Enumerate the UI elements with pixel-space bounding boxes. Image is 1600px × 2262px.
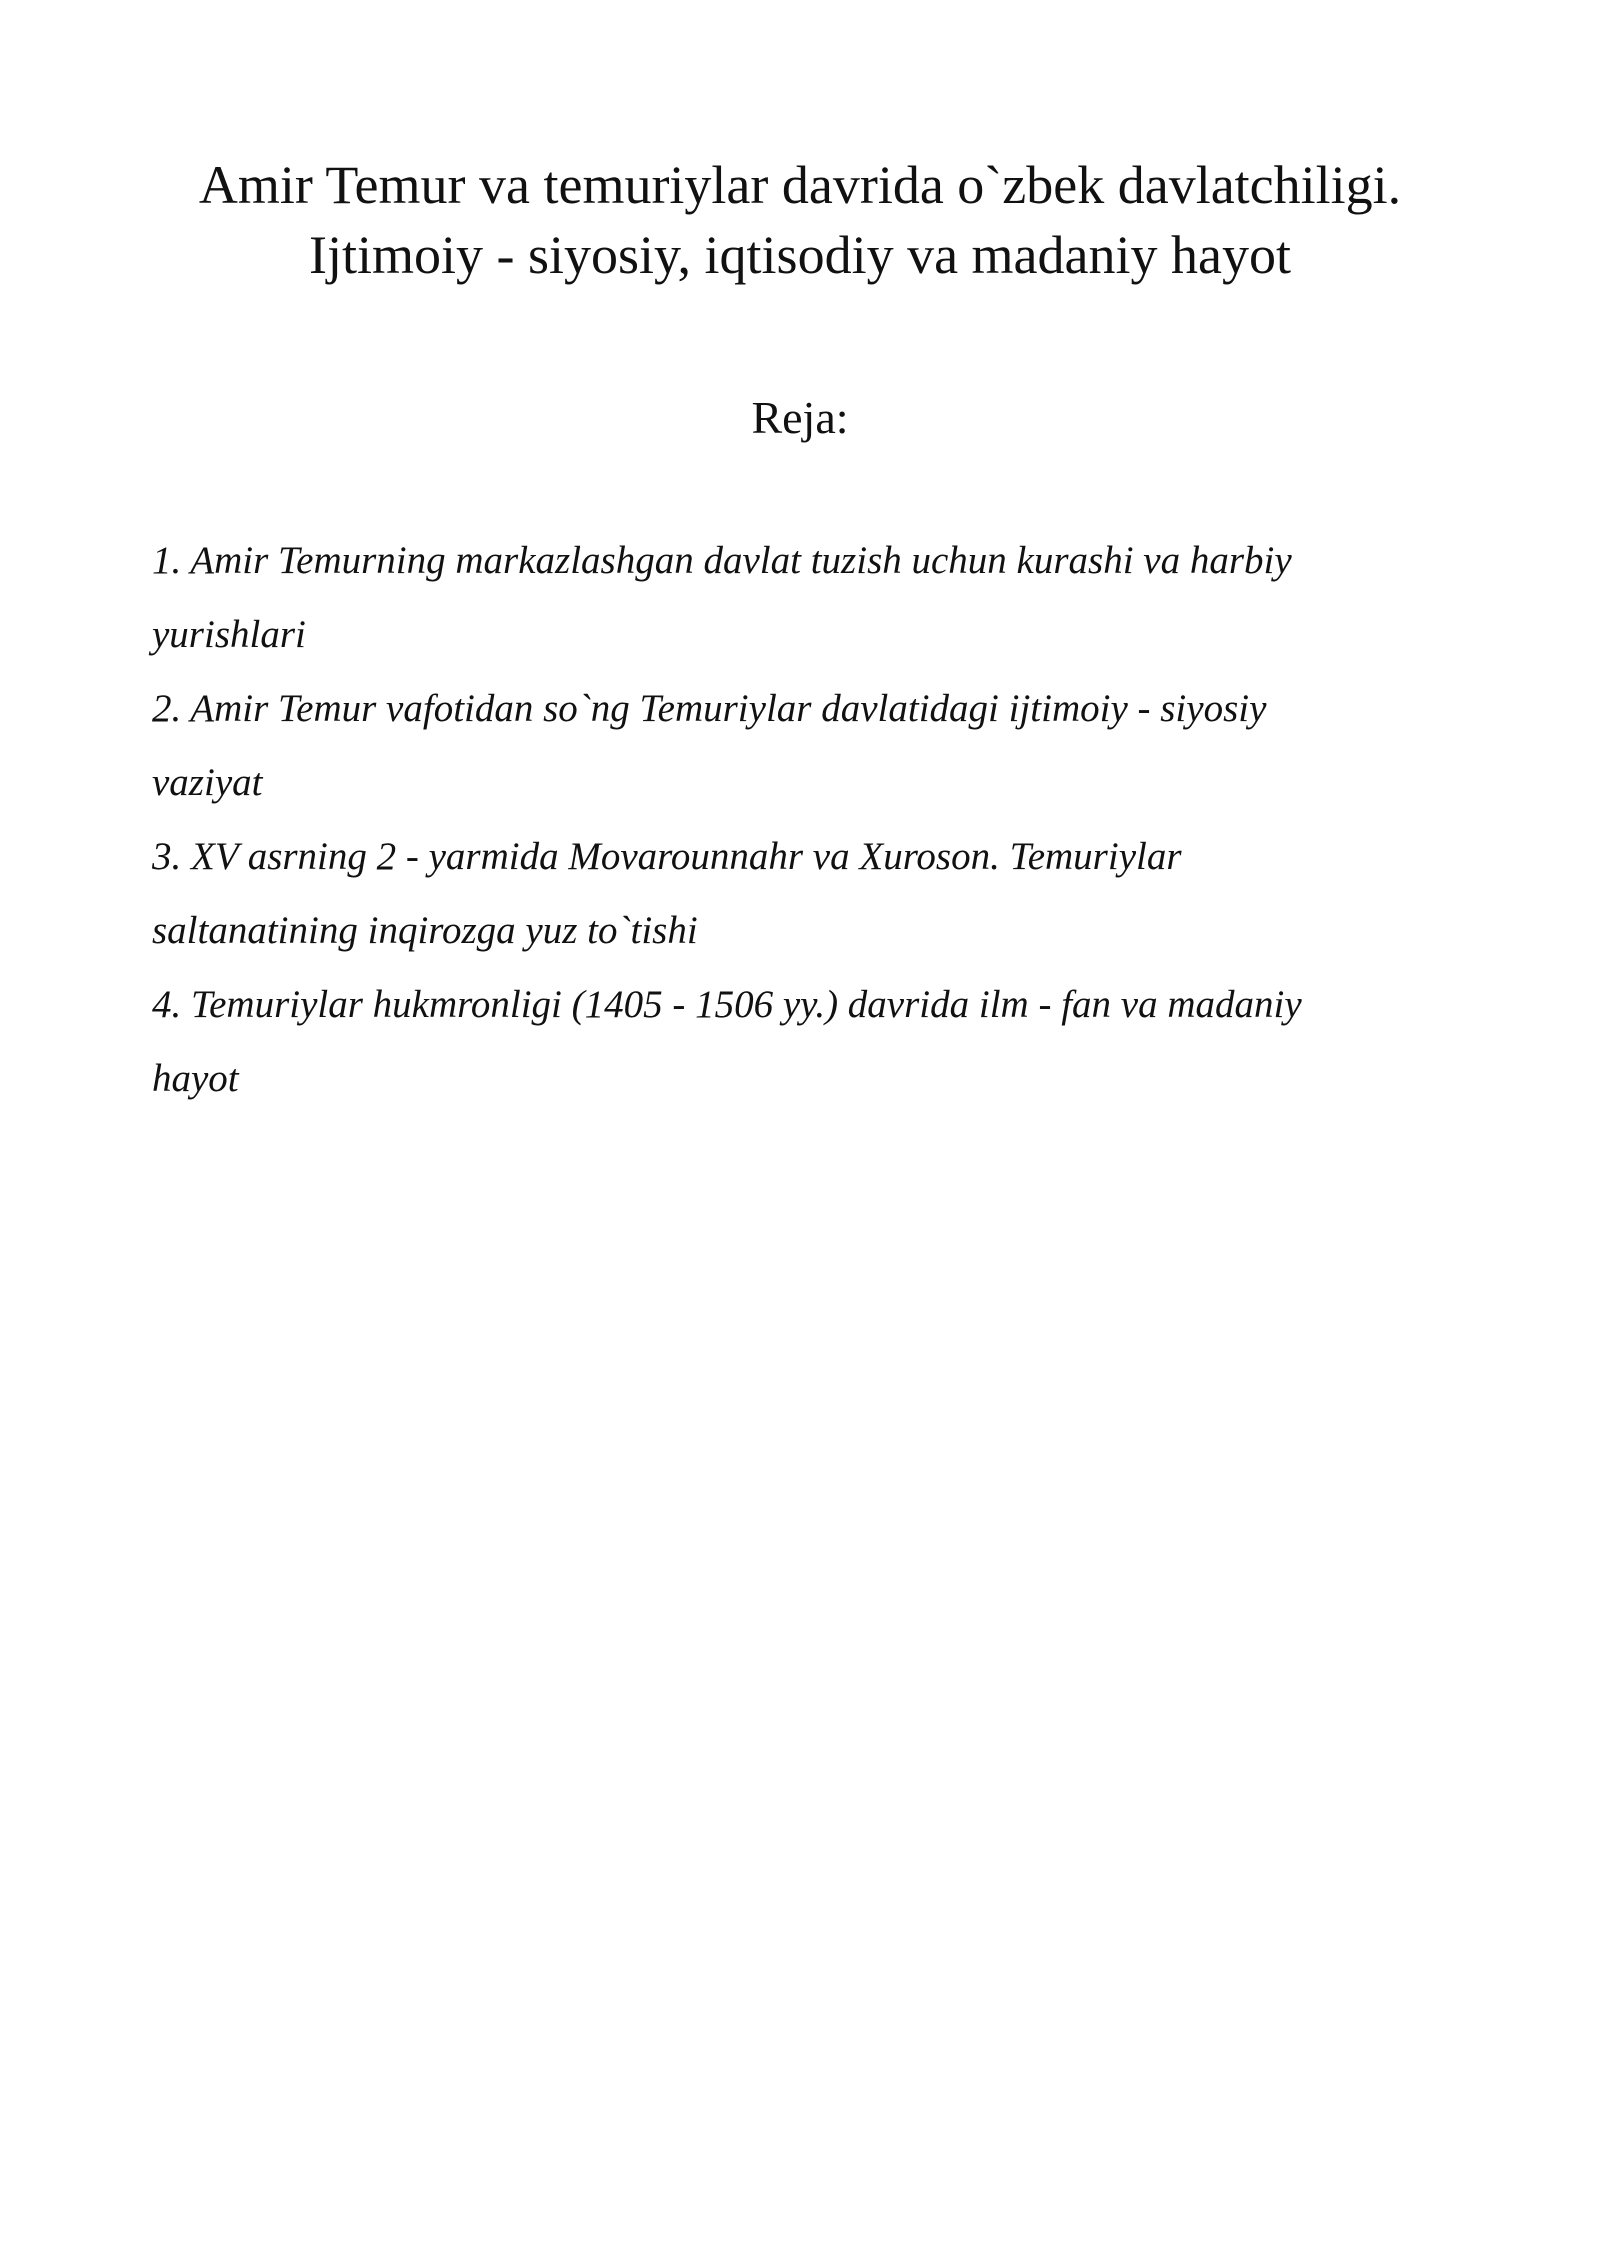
title-line-1: Amir Temur va temuriylar davrida o`zbek davlatchiligi.: [198, 155, 1402, 215]
document-title: [100, 150, 1500, 290]
plan-item: [152, 524, 1452, 672]
plan-list: [152, 524, 1452, 1116]
plan-item-line: hayot: [152, 1057, 239, 1100]
plan-item: [152, 672, 1452, 820]
plan-item-line: saltanatining inqirozga yuz to`tishi: [152, 909, 698, 952]
plan-item-line: yurishlari: [152, 613, 306, 656]
plan-item-line: 4. Temuriylar hukmronligi (1405 - 1506 yy.) davrida ilm - fan va madaniy: [152, 983, 1302, 1026]
plan-item-line: vaziyat: [152, 761, 263, 804]
plan-item-line: 1. Amir Temurning markazlashgan davlat tuzish uchun kurashi va harbiy: [152, 539, 1292, 582]
title-line-2: Ijtimoiy - siyosiy, iqtisodiy va madaniy hayot: [309, 225, 1291, 285]
plan-item-line: 3. XV asrning 2 - yarmida Movarounnahr va Xuroson. Temuriylar: [152, 835, 1182, 878]
plan-item: [152, 820, 1452, 968]
plan-heading: Reja:: [751, 392, 849, 443]
plan-item: [152, 968, 1452, 1116]
plan-item-line: 2. Amir Temur vafotidan so`ng Temuriylar davlatidagi ijtimoiy - siyosiy: [152, 687, 1267, 730]
